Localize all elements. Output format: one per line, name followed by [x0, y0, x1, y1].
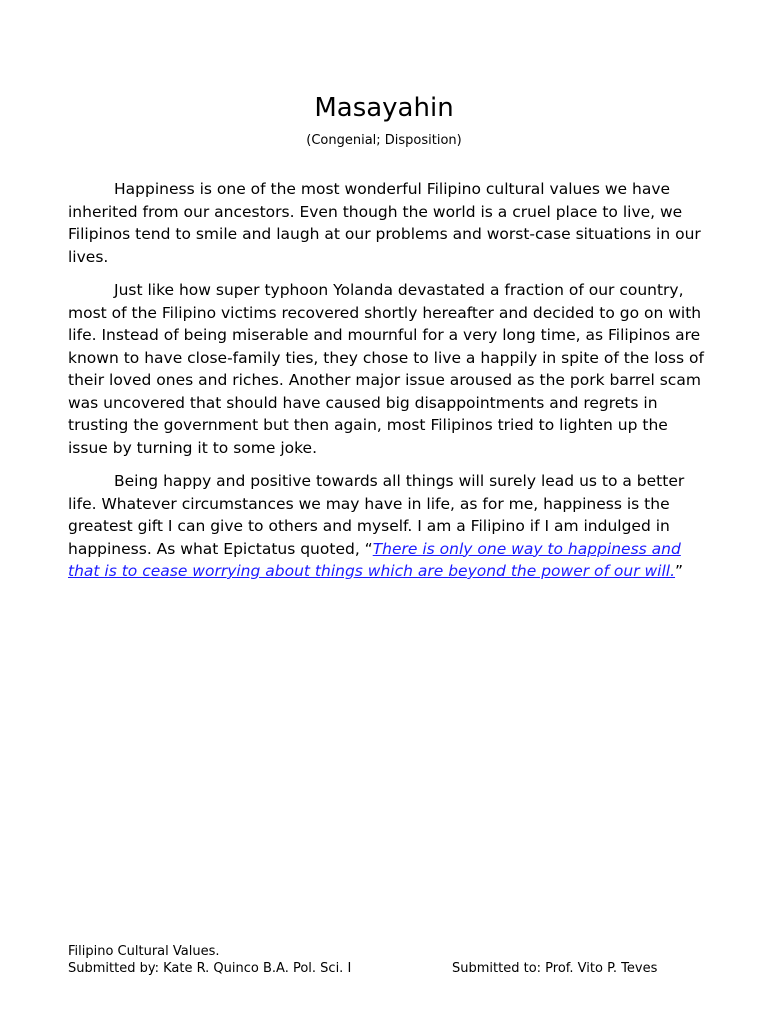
document-body: [68, 178, 704, 594]
epictetus-quote-link[interactable]: There is only one way to happiness and that is to cease worrying about things which are beyond the power of our will.: [68, 539, 681, 580]
footer-course: Filipino Cultural Values.: [68, 944, 220, 959]
footer-submitted-by: Submitted by: Kate R. Quinco B.A. Pol. Sci. I: [68, 961, 352, 976]
document-title: Masayahin: [314, 93, 454, 123]
paragraph-2: Just like how super typhoon Yolanda devastated a fraction of our country, most of the Filipino victims recovered shortly hereafter and decided to go on with life. Instead of being miserable and mournful for a very long time, as Filipinos are known to have close-family ties, they chose to live a happily in spite of the loss of their loved ones and riches. Another major issue aroused as the pork barrel scam was uncovered that should have caused big disappointments and regrets in trusting the government but then again, most Filipinos tried to lighten up the issue by turning it to some joke.: [68, 281, 704, 457]
paragraph-3: [68, 470, 704, 583]
closing-quote-mark: ”: [675, 562, 684, 580]
footer-submission-row: [68, 960, 704, 977]
paragraph-3-text: Being happy and positive towards all things will surely lead us to a better life. Whatever circumstances we may have in life, as for me, happiness is the greatest gift I can give to others and myself. I am a Filipino if I am indulged in happiness. As what Epictatus quoted, “: [68, 472, 685, 558]
document-footer: [68, 943, 704, 977]
document-subtitle: (Congenial; Disposition): [306, 133, 462, 148]
paragraph-1: Happiness is one of the most wonderful Filipino cultural values we have inherited from our ancestors. Even though the world is a cruel place to live, we Filipinos tend to smile and laugh at our problems and worst-case situations in our lives.: [68, 180, 701, 266]
footer-submitted-to: Submitted to: Prof. Vito P. Teves: [452, 961, 658, 976]
